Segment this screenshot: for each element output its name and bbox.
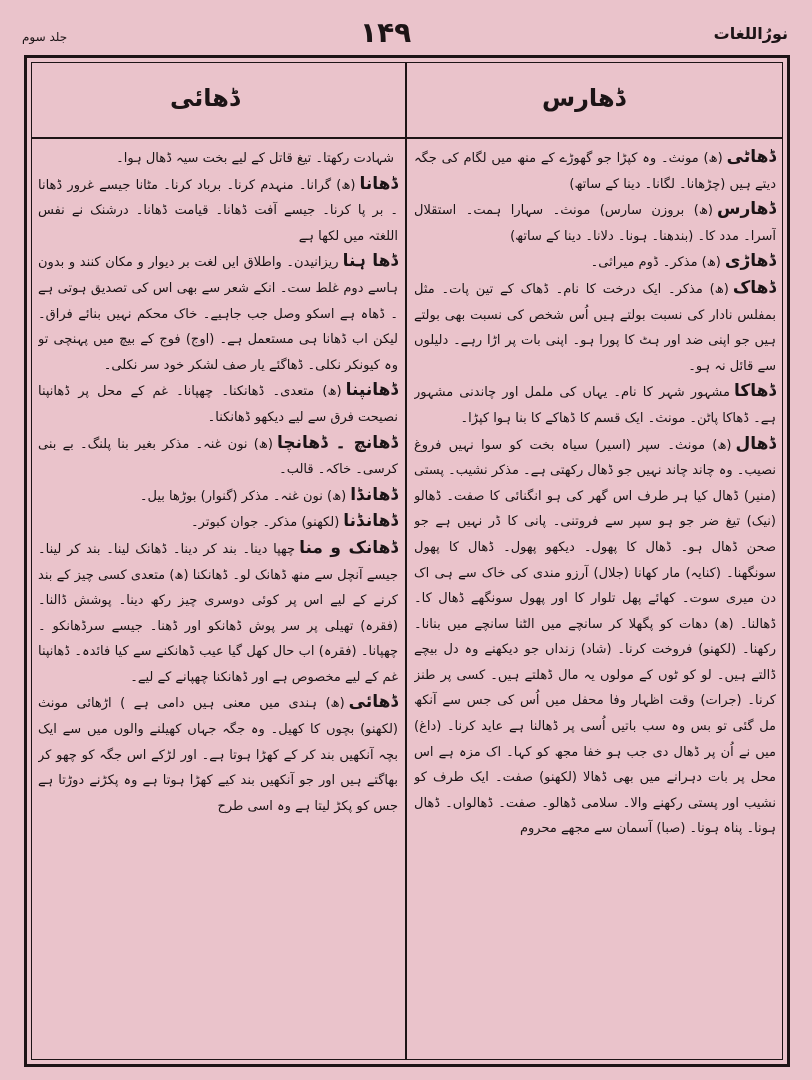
left-column [38, 145, 398, 1053]
right-column-title: ڈھارس [542, 84, 626, 112]
entry-text: (ھ) نون غنہ۔ مذکر (گنوار) بوڑھا بیل۔ [139, 488, 347, 504]
entry-headword: ڈھانپنا [345, 380, 398, 401]
entry-text: (ھ) مونث۔ وہ کپڑا جو گھوڑے کے منھ میں لگام کی جگہ دیتے ہیں (چڑھانا۔ لگانا۔ دینا کے ساتھ) [414, 151, 776, 192]
entry-text: مشہور شہر کا نام۔ یہاں کی ململ اور چاندنی مشہور ہے۔ ڈھاکا پاٹن۔ مونث۔ ایک قسم کا ڈھاکے کا بنا ہوا کپڑا۔ [414, 385, 776, 426]
entry-text: چھپا دینا۔ بند کر دینا۔ ڈھانک لینا۔ بند کر لینا۔ جیسے آنچل سے منھ ڈھانک لو۔ ڈھانکنا (ھ) متعدی کسی چیز کے بند کرنے کے لیے اس پر کوئی دوسری چیز رکھ دینا۔ پوشش ڈالنا۔ (فقرہ) تھیلی پر سر پوش ڈھانکو اور ڈھنا۔ جیسے سرڈھانکو ۔ چھپانا۔ (فقرہ) اب حال کھل گیا عیب ڈھانکنے سے کیا فائدہ۔ ڈھانپنا غم کے لیے مخصوص ہے اور ڈھانکنا چھپانے کے لیے۔ [38, 541, 398, 685]
right-column [414, 145, 776, 1053]
dictionary-entry [414, 145, 776, 197]
dictionary-entry [38, 172, 398, 250]
entry-headword: ڈھال [735, 433, 776, 454]
entry-text: (ھ) مذکر۔ ڈوم میراثی۔ [590, 255, 721, 271]
dictionary-entry [414, 249, 776, 276]
dictionary-entry [38, 431, 398, 483]
entry-text: (ھ) مذکر۔ ایک درخت کا نام۔ ڈھاک کے تین پات۔ مثل بمفلس نادار کی نسبت بولتے ہیں اُس شخص کی نسبت بھی بولتے ہیں جو اپنی ضد اور ہٹ کا پورا ہو۔ اپنی بات پر اڑا رہے۔ دلیلوں سے قائل نہ ہو۔ [414, 281, 776, 374]
header-rule [31, 137, 783, 139]
entry-text: (لکھنو) مذکر۔ جوان کبوتر۔ [191, 515, 340, 531]
dictionary-entry [38, 483, 398, 510]
entry-headword: ڈھائی [348, 692, 398, 713]
entry-headword: ڈھاکا [733, 381, 776, 402]
entry-text: (ھ) بروزن سارس) مونث۔ سہارا ہمت۔ استقلال آسرا۔ مدد کا۔ (بندھنا۔ ہونا۔ دلانا۔ دینا کے ساتھ) [414, 203, 776, 244]
page-header [0, 0, 812, 52]
entry-text: (ھ) گرانا۔ منہدم کرنا۔ برباد کرنا۔ مٹانا جیسے غرور ڈھانا ۔ بر پا کرنا۔ جیسے آفت ڈھانا۔ قیامت ڈھانا۔ درشنک نے نفس اللغتہ میں لکھا ہے [38, 177, 398, 244]
entry-text: (ھ) مونث۔ سپر (اسیر) سیاہ بخت کو سوا نہیں فروغ نصیب۔ وہ چاند چاند نہیں جو ڈھال رکھتی ہے۔ مذکر نشیب۔ پستی (منیر) ڈھال کیا ہر طرف اس گھر کی ہو انگنائی کا صفت۔ ڈھالو (نیک) تیغ ضر جو ہو سپر سے فروتنی۔ پانی کا ڈر نہیں ہے جو صحن ڈھال ہو۔ ڈھال کا پھول۔ دیکھو پھول۔ ڈھال کا پھول سونگھنا۔ (کنایہ) مار کھانا (جلال) آرزو مندی کی خاک سے ہی اک دن میری سوت۔ کھائے پھل تلوار کا اور پھول سونگھے ڈھال کا۔ ڈھالنا۔ (ھ) دھات کو پگھلا کر سانچے میں الٹنا سانچے میں بنانا۔ رکھنا۔ (لکھنو) فروخت کرنا۔ (شاد) زنداں جو دیکھنے وہ دل بیچے ڈالتے ہیں۔ لو کو ٹوں کے مولوں یہ مال ڈھلتے ہیں۔ کسی پر طنز کرنا۔ (جرات) وقت اظہار وفا محفل میں اُس کی جس سے آنکھ مل گئی تو بس وہ سب باتیں اُسی پر ڈھالنا ہے عاید کرنا۔ (داغ) میں نے اُن پر ڈھال دی جب ہو خفا مجھ کو کہا۔ اک مزہ ہے اس محل پر بات دہرانے میں بھی ڈھالا (لکھنو) صفت۔ ایک طرف کو نشیب اور پستی رکھنے والا۔ سلامی ڈھالو۔ صفت۔ ڈھالواں۔ ڈھال ہونا۔ پناہ ہونا۔ (صبا) آسمان سے مجھے محروم [414, 437, 776, 837]
entry-text: ریزانیدن۔ واطلاق ایں لغت بر دیوار و مکان کنند و بدون ہاسے دوم غلط ست۔ انکے شعر سے بھی اس کی تصدیق ہوتی ہے ۔ ڈھاہ ہے اسکو وصل جب جاہیے۔ خاک محکم نہیں بنائے فراق۔ لیکن اب ڈھانا ہی مستعمل ہے۔ (اوج) فوج کے بیچ میں پہنچی تو وہ کیونکر نکلی۔ ڈھاگئے یار صف لشکر خود سر نکلی۔ [38, 255, 398, 373]
volume-label: جلد سوم [22, 30, 68, 44]
dictionary-entry [414, 432, 776, 843]
entry-headword: ڈھاک [732, 277, 776, 298]
entry-headword: ڈھانڈنا [343, 511, 398, 532]
dictionary-entry [414, 379, 776, 431]
dictionary-entry [38, 249, 398, 378]
entry-text: شہادت رکھتا۔ تیغ قاتل کے لیے بخت سیہ ڈھال ہوا۔ [116, 151, 394, 166]
entry-headword: ڈھارس [717, 199, 776, 220]
dictionary-entry [38, 378, 398, 430]
book-title: نورُاللغات [713, 24, 788, 43]
dictionary-entry [38, 536, 398, 691]
entry-headword: ڈھاٹی [726, 147, 776, 167]
page-number: ۱۴۹ [360, 16, 412, 49]
entry-headword: ڈھاڑی [724, 251, 776, 272]
entry-headword: ڈھا ہنا [342, 251, 398, 272]
entry-text: (ھ) ہندی میں معنی ہیں دامی ہے ) اڑھائی مونث (لکھنو) بچوں کا کھیل۔ وہ جگہ جہاں کھیلنے والوں میں سے ایک بچہ آنکھیں بند کر کے کھڑا ہوتا ہے۔ اور لڑکے اس جگہ کو چھو کر بھاگتے ہیں اور جو آنکھیں بند کیے کھڑا ہوتا ہے وہ پکڑنے دوڑتا ہے جس کو پکڑ لیتا ہے وہ اسی طرح [38, 696, 398, 814]
dictionary-entry [414, 197, 776, 249]
dictionary-entry [414, 276, 776, 379]
entry-headword: ڈھانک و منا [299, 537, 398, 558]
entry-headword: ڈھانچ ۔ ڈھانچا [276, 432, 398, 453]
dictionary-entry [38, 509, 398, 536]
dictionary-entry [38, 690, 398, 819]
entry-text: (ھ) متعدی۔ ڈھانکنا۔ چھپانا۔ غم کے محل پر ڈھانپنا نصیحت فرق سے لیے دیکھو ڈھانکنا۔ [38, 384, 398, 425]
entry-text: (ھ) نون غنہ۔ مذکر بغیر بنا پلنگ۔ بے بنی کرسی۔ خاکہ۔ قالب۔ [38, 436, 398, 478]
column-divider [405, 62, 407, 1060]
dictionary-entry [38, 145, 398, 172]
entry-headword: ڈھانڈا [350, 484, 398, 505]
entry-headword: ڈھانا [359, 173, 398, 194]
left-column-title: ڈھائی [170, 84, 240, 112]
